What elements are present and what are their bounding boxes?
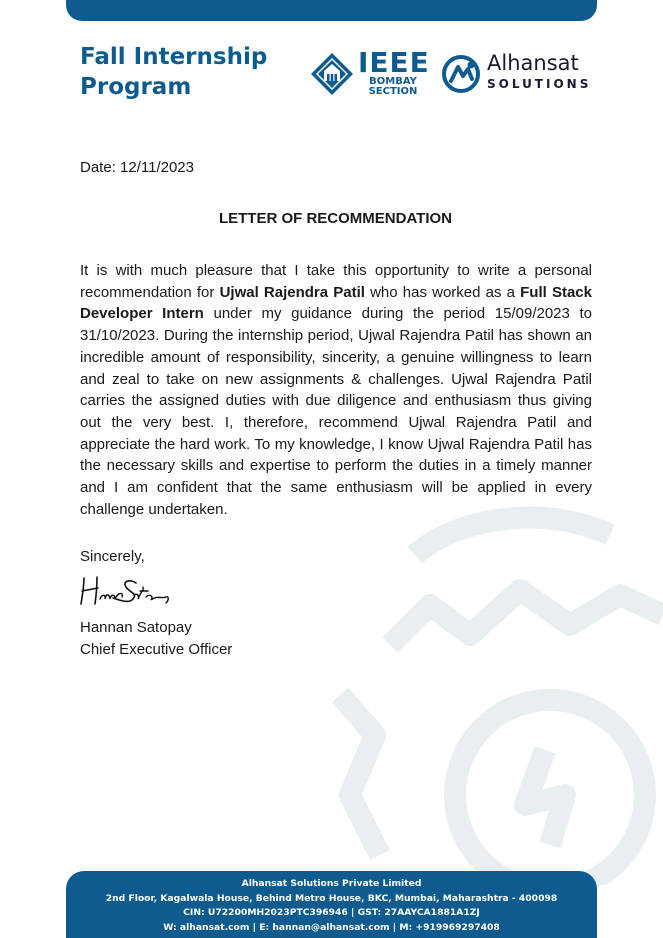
letter-body xyxy=(80,260,592,520)
ieee-diamond-icon xyxy=(310,52,354,96)
body-rest: under my guidance during the period 15/09/2023 to 31/10/2023. During the internship period, Ujwal Rajendra Patil has shown an incredible amount of responsibility, sincerity, a genuine willingness to learn and zeal to take on new assignments & challenges. Ujwal Rajendra Patil carries the assigned duties with due diligence and enthusiasm thus giving out the very best. I, therefore, recommend Ujwal Rajendra Patil and appreciate the hard work. To my knowledge, I know Ujwal Rajendra Patil has the necessary skills and expertise to perform the duties in a timely manner and I am confident that the same enthusiasm will be applied in every challenge undertaken. xyxy=(80,305,592,518)
alhansat-mark-icon xyxy=(441,54,481,94)
ieee-section-line2: SECTION xyxy=(368,86,418,97)
program-title-line2: Program xyxy=(80,74,192,100)
letter-heading: LETTER OF RECOMMENDATION xyxy=(218,210,453,227)
footer-contact: W: alhansat.com | E: hannan@alhansat.com | M: +919969297408 xyxy=(163,921,500,933)
body-mid: who has worked as a xyxy=(364,283,521,301)
footer-registration: CIN: U72200MH2023PTC396946 | GST: 27AAYCA1881A1ZJ xyxy=(183,907,480,918)
letter-date: Date: 12/11/2023 xyxy=(80,159,194,176)
intern-role: Full Stack Developer Intern xyxy=(80,283,592,323)
program-title xyxy=(80,42,267,102)
signer-title: Chief Executive Officer xyxy=(80,641,233,658)
intern-name: Ujwal Rajendra Patil xyxy=(219,283,365,301)
body-intro: It is with much pleasure that I take this opportunity to write a personal recommendation for xyxy=(80,262,592,301)
signer-name: Hannan Satopay xyxy=(80,619,192,636)
ieee-section-line1: BOMBAY xyxy=(369,76,417,87)
footer xyxy=(66,871,597,938)
company-logo-name: Alhansat xyxy=(487,51,579,75)
signature-image xyxy=(78,573,173,611)
program-title-line1: Fall Internship xyxy=(80,44,268,70)
top-banner xyxy=(66,0,597,21)
company-logo-subtitle: SOLUTIONS xyxy=(487,77,592,91)
ieee-section-label xyxy=(359,77,427,97)
ieee-bombay-section-logo xyxy=(310,46,430,98)
ieee-word: IEEE xyxy=(358,46,430,79)
footer-address: 2nd Floor, Kagalwala House, Behind Metro House, BKC, Mumbai, Maharashtra - 400098 xyxy=(105,892,558,904)
alhansat-logo xyxy=(441,52,596,98)
gear-watermark-icon xyxy=(320,495,663,885)
footer-company: Alhansat Solutions Private Limited xyxy=(241,878,422,889)
closing: Sincerely, xyxy=(80,548,145,565)
